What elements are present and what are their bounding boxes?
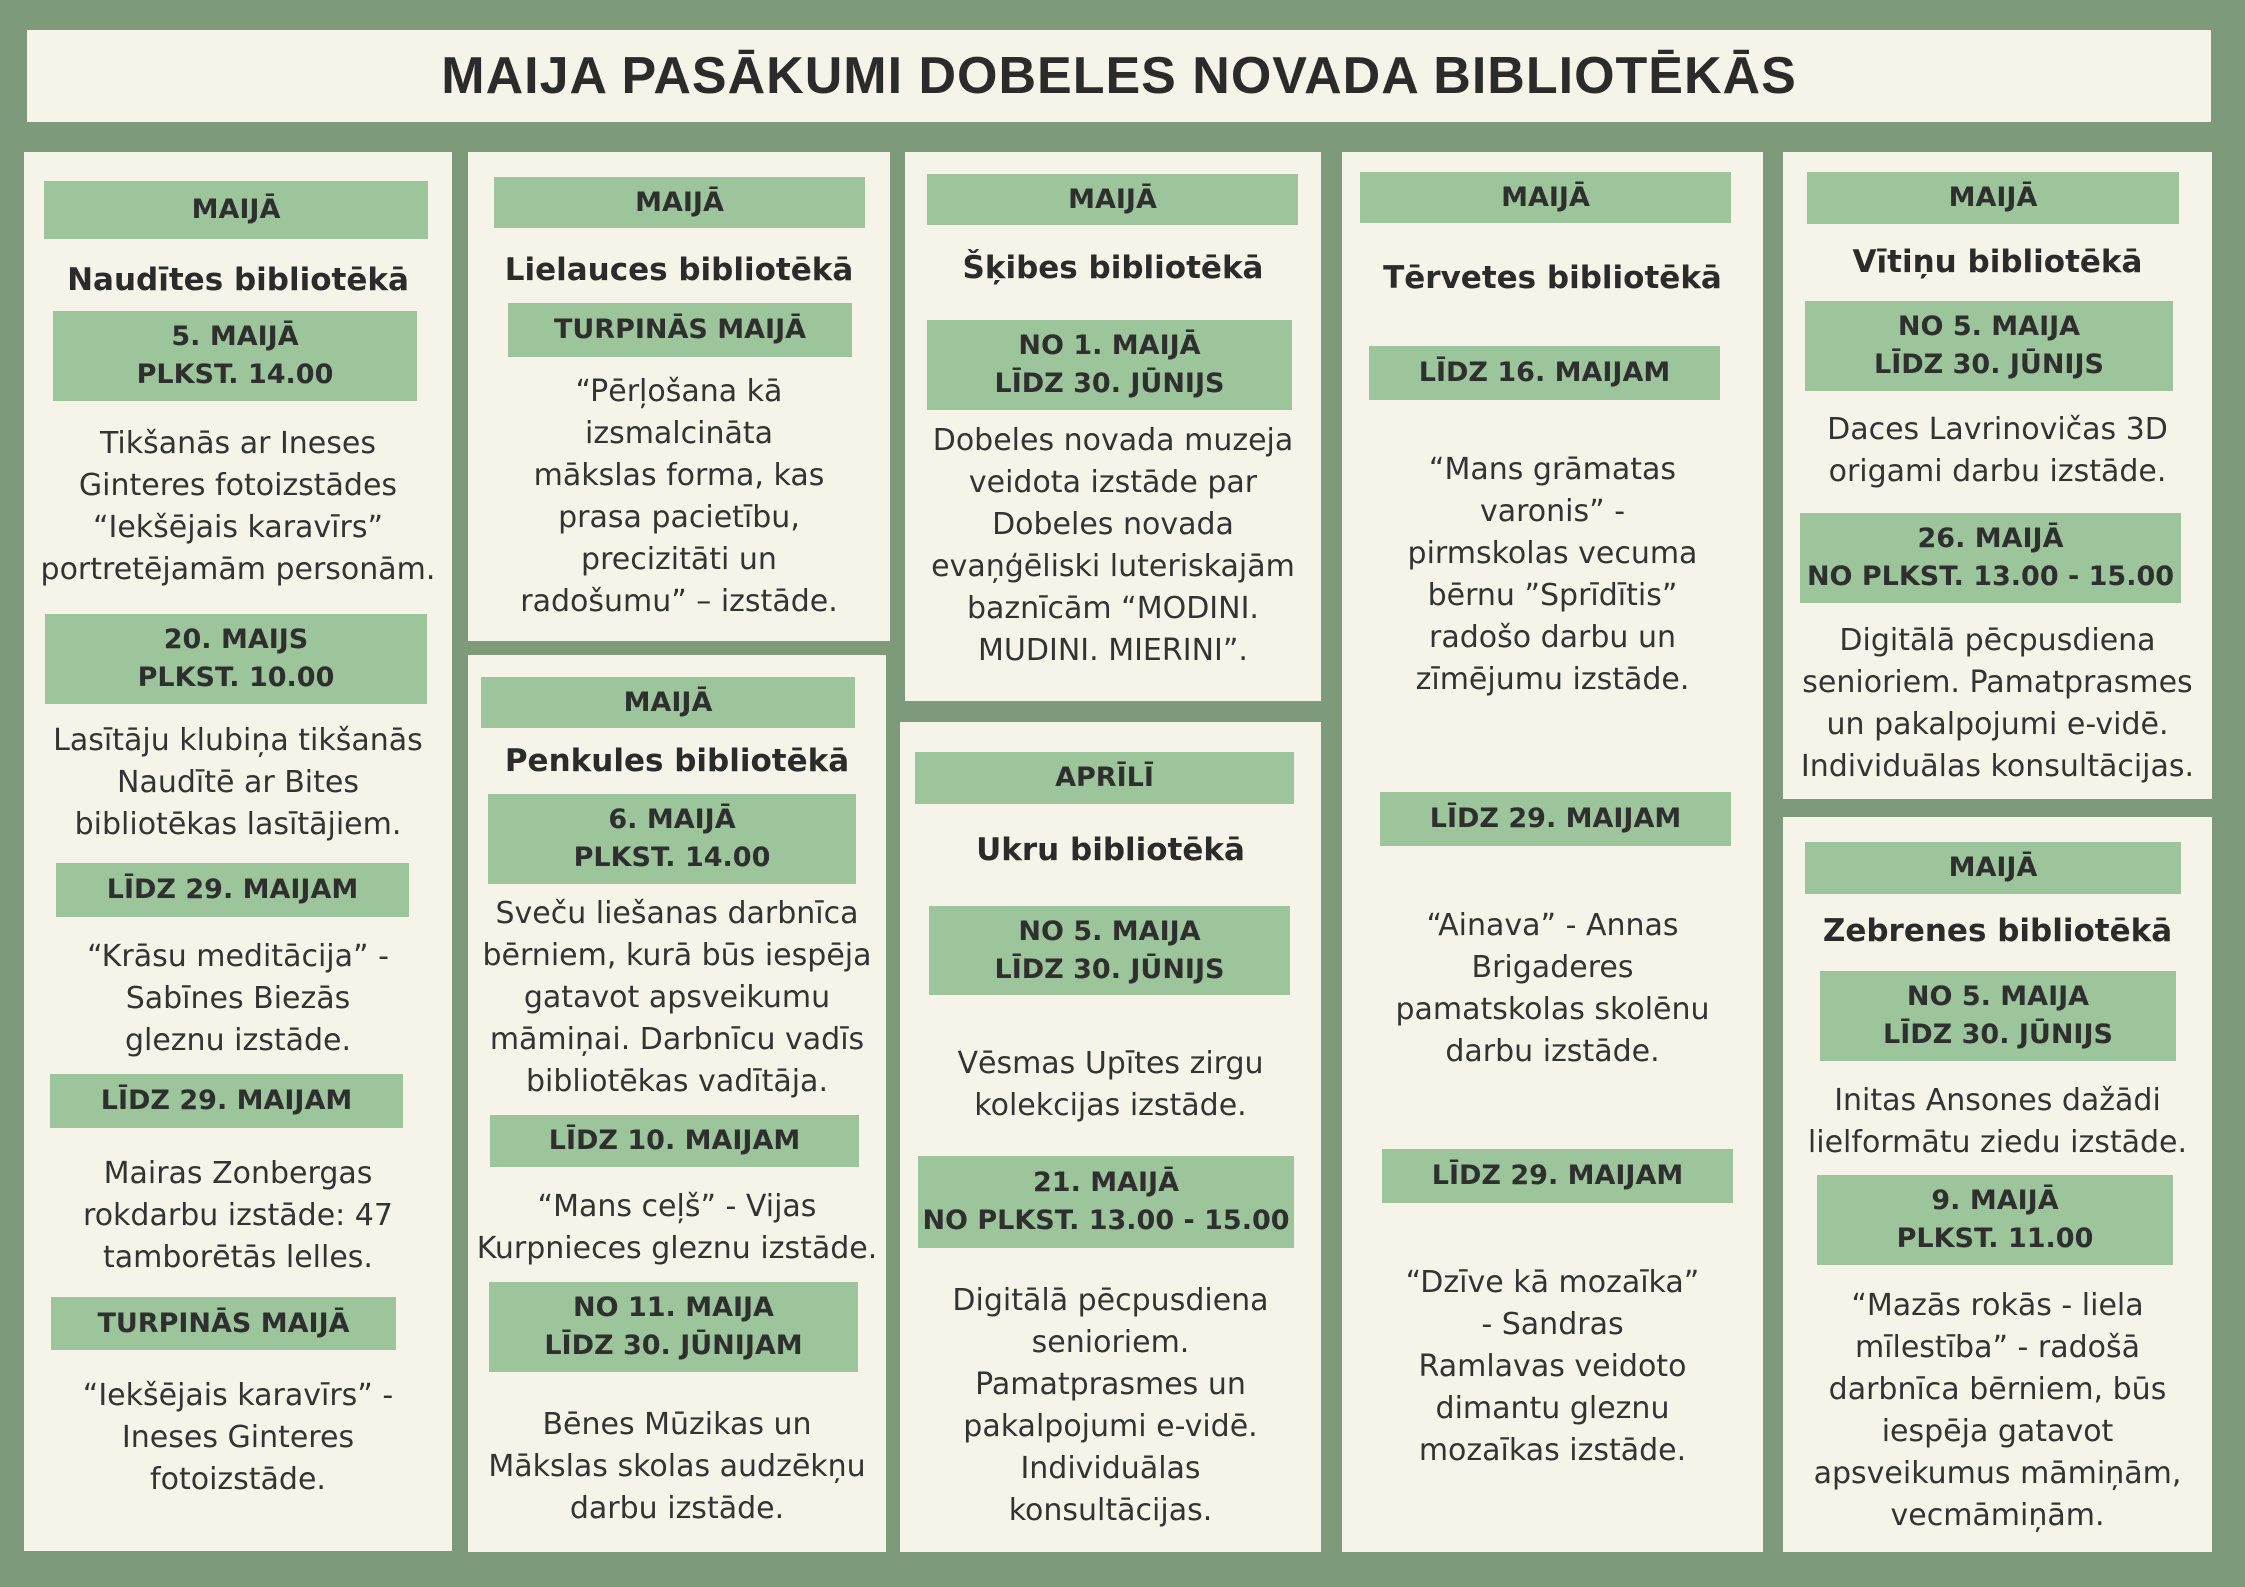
event-description: Daces Lavrinovičas 3D origami darbu izstāde. [1827, 412, 2168, 489]
card-zebrenes [1783, 817, 2212, 1552]
event-description: Digitālā pēcpusdiena senioriem. Pamatprasmes un pakalpojumi e-vidē. Individuālas konsultācijas. [1800, 623, 2195, 784]
event-date: LĪDZ 29. MAIJAM [1380, 792, 1731, 846]
event-date: TURPINĀS MAIJĀ [51, 1297, 396, 1350]
event-date: LĪDZ 29. MAIJAM [1382, 1149, 1733, 1203]
event-date: NO 5. MAIJA LĪDZ 30. JŪNIJS [929, 906, 1290, 995]
event-description: “Mans grāmatas varonis” - pirmskolas vecuma bērnu ”Sprīdītis” radošo darbu un zīmējumu izstāde. [1407, 452, 1698, 697]
event-date: NO 5. MAIJA LĪDZ 30. JŪNIJS [1820, 971, 2176, 1061]
library-name: Ukru bibliotēkā [976, 832, 1245, 868]
event-date: 5. MAIJĀ PLKST. 14.00 [53, 311, 417, 401]
event-description: “Pērļošana kā izsmalcināta mākslas forma, kas prasa pacietību, precizitāti un radošumu” – izstāde. [520, 374, 838, 619]
event-description: “Mazās rokās - liela mīlestība” - radošā darbnīca bērniem, būs iespēja gatavot apsveikumus māmiņām, vecmāmiņām. [1813, 1288, 2182, 1533]
month-label: MAIJĀ [927, 174, 1298, 225]
event-description: “Mans ceļš” - Vijas Kurpnieces gleznu izstāde. [476, 1189, 878, 1266]
event-date: 20. MAIJS PLKST. 10.00 [45, 614, 427, 704]
month-label: MAIJĀ [494, 177, 865, 228]
event-description: Bēnes Mūzikas un Mākslas skolas audzēkņu darbu izstāde. [488, 1407, 866, 1526]
event-description: Digitālā pēcpusdiena senioriem. Pamatprasmes un pakalpojumi e-vidē. Individuālas konsultācijas. [952, 1283, 1269, 1528]
event-date: 9. MAIJĀ PLKST. 11.00 [1817, 1175, 2173, 1265]
event-description: Mairas Zonbergas rokdarbu izstāde: 47 tamborētās lelles. [83, 1156, 393, 1275]
title-banner [27, 30, 2211, 122]
event-description: Sveču liešanas darbnīca bērniem, kurā būs iespēja gatavot apsveikumu māmiņai. Darbnīcu vadīs bibliotēkas vadītāja. [482, 896, 872, 1099]
card-tervetes [1342, 152, 1763, 1552]
event-description: “Dzīve kā mozaīka” - Sandras Ramlavas veidoto dimantu gleznu mozaīkas izstāde. [1405, 1265, 1700, 1468]
event-date: NO 11. MAIJA LĪDZ 30. JŪNIJAM [489, 1282, 858, 1372]
month-label: MAIJĀ [44, 181, 428, 239]
card-skibes [905, 152, 1321, 701]
month-label: APRĪLĪ [915, 752, 1294, 804]
card-penkules [468, 655, 886, 1552]
card-ukru [900, 722, 1321, 1552]
month-label: MAIJĀ [1807, 172, 2179, 224]
month-label: MAIJĀ [1360, 172, 1731, 223]
event-description: Initas Ansones dažādi lielformātu ziedu izstāde. [1807, 1083, 2188, 1160]
event-date: TURPINĀS MAIJĀ [508, 303, 852, 357]
library-name: Lielauces bibliotēkā [504, 252, 854, 288]
event-description: “Krāsu meditācija” - Sabīnes Biezās gleznu izstāde. [87, 939, 389, 1058]
event-date: NO 1. MAIJĀ LĪDZ 30. JŪNIJS [927, 320, 1292, 410]
month-label: MAIJĀ [481, 677, 855, 728]
library-name: Šķibes bibliotēkā [962, 250, 1264, 286]
library-name: Tērvetes bibliotēkā [1383, 260, 1722, 296]
event-date: LĪDZ 29. MAIJAM [50, 1074, 403, 1128]
event-description: Vēsmas Upītes zirgu kolekcijas izstāde. [957, 1046, 1264, 1123]
library-name: Vītiņu bibliotēkā [1852, 244, 2143, 280]
event-date: 6. MAIJĀ PLKST. 14.00 [488, 794, 856, 884]
card-naudites [24, 152, 452, 1551]
library-name: Zebrenes bibliotēkā [1822, 913, 2173, 949]
month-label: MAIJĀ [1805, 842, 2181, 894]
card-lielauces [468, 152, 890, 641]
event-description: Dobeles novada muzeja veidota izstāde par Dobeles novada evaņģēliski luteriskajām baznīcām “MODINI. MUDINI. MIERINI”. [931, 423, 1295, 668]
event-description: Tikšanās ar Ineses Ginteres fotoizstādes “Iekšējais karavīrs” portretējamām personām. [40, 426, 436, 587]
event-date: LĪDZ 10. MAIJAM [490, 1115, 859, 1167]
event-date: LĪDZ 29. MAIJAM [56, 863, 409, 917]
event-description: “Ainava” - Annas Brigaderes pamatskolas skolēnu darbu izstāde. [1395, 908, 1710, 1069]
library-name: Penkules bibliotēkā [504, 743, 850, 779]
event-date: 26. MAIJĀ NO PLKST. 13.00 - 15.00 [1800, 513, 2181, 603]
event-description: Lasītāju klubiņa tikšanās Naudītē ar Bites bibliotēkas lasītājiem. [53, 723, 423, 842]
card-vitinu [1783, 152, 2212, 799]
event-description: “Iekšējais karavīrs” - Ineses Ginteres fotoizstāde. [82, 1378, 394, 1497]
event-date: 21. MAIJĀ NO PLKST. 13.00 - 15.00 [918, 1156, 1294, 1248]
page-title: MAIJA PASĀKUMI DOBELES NOVADA BIBLIOTĒKĀS [441, 47, 1797, 105]
event-date: LĪDZ 16. MAIJAM [1369, 346, 1720, 400]
event-date: NO 5. MAIJA LĪDZ 30. JŪNIJS [1805, 301, 2173, 391]
library-name: Naudītes bibliotēkā [67, 262, 409, 298]
